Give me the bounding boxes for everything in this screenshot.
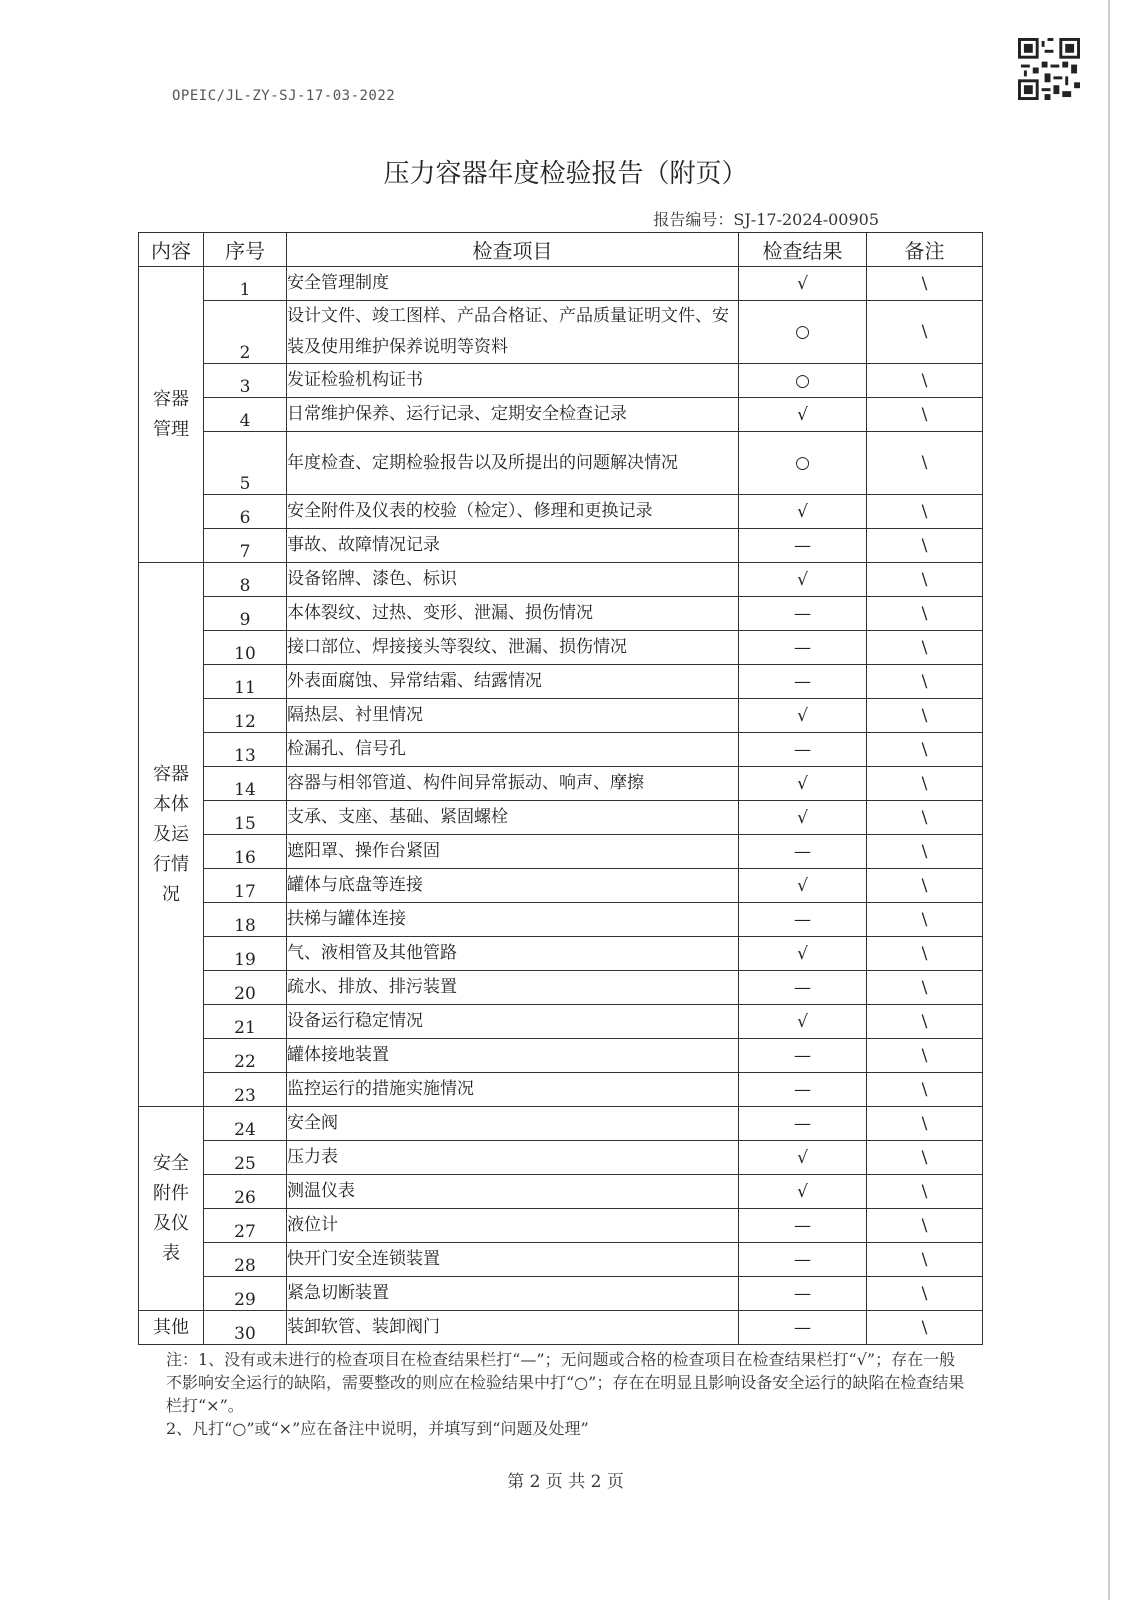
item-cell: 发证检验机构证书 — [287, 364, 739, 398]
remark-cell: \ — [867, 597, 983, 631]
result-cell: — — [739, 1039, 867, 1073]
seq-cell: 10 — [204, 631, 287, 665]
table-row — [139, 971, 983, 1005]
seq-cell: 8 — [204, 563, 287, 597]
remark-cell: \ — [867, 699, 983, 733]
table-row — [139, 1311, 983, 1345]
remark-cell: \ — [867, 301, 983, 364]
item-cell: 遮阳罩、操作台紧固 — [287, 835, 739, 869]
seq-cell: 20 — [204, 971, 287, 1005]
table-row — [139, 767, 983, 801]
note-1: 注：1、没有或未进行的检查项目在检查结果栏打“—”；无问题或合格的检查项目在检查结果栏打“√”；存在一般不影响安全运行的缺陷，需要整改的则应在检验结果中打“○”；存在在明显且影响设备安全运行的缺陷在检查结果栏打“×”。 — [166, 1350, 965, 1415]
result-cell: √ — [739, 869, 867, 903]
item-cell: 设计文件、竣工图样、产品合格证、产品质量证明文件、安装及使用维护保养说明等资料 — [287, 301, 739, 364]
result-cell: — — [739, 971, 867, 1005]
item-cell: 扶梯与罐体连接 — [287, 903, 739, 937]
table-row — [139, 801, 983, 835]
remark-cell: \ — [867, 1039, 983, 1073]
seq-cell: 15 — [204, 801, 287, 835]
result-cell: — — [739, 835, 867, 869]
remark-cell: \ — [867, 1073, 983, 1107]
seq-cell: 23 — [204, 1073, 287, 1107]
seq-cell: 28 — [204, 1243, 287, 1277]
seq-cell: 4 — [204, 398, 287, 432]
remark-cell: \ — [867, 1277, 983, 1311]
table-row — [139, 529, 983, 563]
table-row — [139, 432, 983, 495]
item-cell: 容器与相邻管道、构件间异常振动、响声、摩擦 — [287, 767, 739, 801]
category-label: 其他 — [153, 1316, 189, 1338]
result-cell: √ — [739, 937, 867, 971]
result-cell: ○ — [739, 364, 867, 398]
item-cell: 气、液相管及其他管路 — [287, 937, 739, 971]
notes — [166, 1348, 966, 1440]
table-row — [139, 597, 983, 631]
item-cell: 设备铭牌、漆色、标识 — [287, 563, 739, 597]
result-cell: — — [739, 665, 867, 699]
page-number: 第 2 页 共 2 页 — [507, 1472, 624, 1492]
category-cell — [139, 267, 204, 563]
seq-cell: 3 — [204, 364, 287, 398]
table-row — [139, 563, 983, 597]
category-cell — [139, 1107, 204, 1311]
note-2: 2、凡打“○”或“×”应在备注中说明，并填写到“问题及处理” — [166, 1419, 589, 1438]
table-row — [139, 835, 983, 869]
remark-cell: \ — [867, 1005, 983, 1039]
result-cell: √ — [739, 398, 867, 432]
seq-cell: 19 — [204, 937, 287, 971]
seq-cell: 24 — [204, 1107, 287, 1141]
remark-cell: \ — [867, 631, 983, 665]
remark-cell: \ — [867, 563, 983, 597]
item-cell: 支承、支座、基础、紧固螺栓 — [287, 801, 739, 835]
result-cell: — — [739, 1073, 867, 1107]
result-cell: — — [739, 1209, 867, 1243]
seq-cell: 25 — [204, 1141, 287, 1175]
result-cell: — — [739, 1243, 867, 1277]
remark-cell: \ — [867, 1141, 983, 1175]
seq-cell: 26 — [204, 1175, 287, 1209]
item-cell: 外表面腐蚀、异常结霜、结露情况 — [287, 665, 739, 699]
item-cell: 装卸软管、装卸阀门 — [287, 1311, 739, 1345]
table-row — [139, 1107, 983, 1141]
result-cell: √ — [739, 267, 867, 301]
seq-cell: 6 — [204, 495, 287, 529]
remark-cell: \ — [867, 835, 983, 869]
remark-cell: \ — [867, 1311, 983, 1345]
item-cell: 事故、故障情况记录 — [287, 529, 739, 563]
category-label: 容器本体及运行情况 — [153, 763, 189, 905]
remark-cell: \ — [867, 665, 983, 699]
item-cell: 隔热层、衬里情况 — [287, 699, 739, 733]
seq-cell: 2 — [204, 301, 287, 364]
header-result: 检查结果 — [739, 233, 867, 267]
table-row — [139, 398, 983, 432]
seq-cell: 5 — [204, 432, 287, 495]
seq-cell: 22 — [204, 1039, 287, 1073]
remark-cell: \ — [867, 971, 983, 1005]
table-row — [139, 267, 983, 301]
seq-cell: 14 — [204, 767, 287, 801]
item-cell: 安全阀 — [287, 1107, 739, 1141]
item-cell: 罐体与底盘等连接 — [287, 869, 739, 903]
table-row — [139, 903, 983, 937]
table-header-row — [139, 233, 983, 267]
item-cell: 疏水、排放、排污装置 — [287, 971, 739, 1005]
item-cell: 年度检查、定期检验报告以及所提出的问题解决情况 — [287, 432, 739, 495]
result-cell: — — [739, 733, 867, 767]
item-cell: 本体裂纹、过热、变形、泄漏、损伤情况 — [287, 597, 739, 631]
report-number: 报告编号：SJ-17-2024-00905 — [653, 210, 879, 229]
result-cell: √ — [739, 1005, 867, 1039]
remark-cell: \ — [867, 1175, 983, 1209]
remark-cell: \ — [867, 1209, 983, 1243]
seq-cell: 13 — [204, 733, 287, 767]
scan-edge-line — [1108, 0, 1110, 1600]
table-row — [139, 1005, 983, 1039]
table-row — [139, 1277, 983, 1311]
result-cell: — — [739, 1311, 867, 1345]
item-cell: 液位计 — [287, 1209, 739, 1243]
table-row — [139, 937, 983, 971]
result-cell: √ — [739, 1175, 867, 1209]
seq-cell: 9 — [204, 597, 287, 631]
item-cell: 罐体接地装置 — [287, 1039, 739, 1073]
remark-cell: \ — [867, 398, 983, 432]
result-cell: — — [739, 1107, 867, 1141]
result-cell: ○ — [739, 301, 867, 364]
table-row — [139, 1243, 983, 1277]
result-cell: √ — [739, 801, 867, 835]
category-label: 安全附件及仪表 — [153, 1152, 189, 1264]
inspection-table — [138, 232, 983, 1345]
category-label: 容器管理 — [153, 388, 189, 440]
table-row — [139, 301, 983, 364]
remark-cell: \ — [867, 801, 983, 835]
seq-cell: 18 — [204, 903, 287, 937]
result-cell: — — [739, 597, 867, 631]
remark-cell: \ — [867, 1107, 983, 1141]
result-cell: √ — [739, 563, 867, 597]
remark-cell: \ — [867, 364, 983, 398]
item-cell: 日常维护保养、运行记录、定期安全检查记录 — [287, 398, 739, 432]
seq-cell: 7 — [204, 529, 287, 563]
item-cell: 压力表 — [287, 1141, 739, 1175]
table-row — [139, 1039, 983, 1073]
result-cell: — — [739, 631, 867, 665]
seq-cell: 11 — [204, 665, 287, 699]
header-content: 内容 — [139, 233, 204, 267]
item-cell: 测温仪表 — [287, 1175, 739, 1209]
remark-cell: \ — [867, 733, 983, 767]
remark-cell: \ — [867, 767, 983, 801]
table-row — [139, 869, 983, 903]
result-cell: — — [739, 903, 867, 937]
table-row — [139, 1175, 983, 1209]
remark-cell: \ — [867, 267, 983, 301]
seq-cell: 21 — [204, 1005, 287, 1039]
seq-cell: 1 — [204, 267, 287, 301]
remark-cell: \ — [867, 1243, 983, 1277]
remark-cell: \ — [867, 869, 983, 903]
header-remark: 备注 — [867, 233, 983, 267]
result-cell: ○ — [739, 432, 867, 495]
seq-cell: 12 — [204, 699, 287, 733]
table-row — [139, 364, 983, 398]
item-cell: 安全附件及仪表的校验（检定）、修理和更换记录 — [287, 495, 739, 529]
table-row — [139, 1141, 983, 1175]
item-cell: 监控运行的措施实施情况 — [287, 1073, 739, 1107]
qr-code-icon — [1018, 38, 1080, 100]
item-cell: 快开门安全连锁装置 — [287, 1243, 739, 1277]
item-cell: 设备运行稳定情况 — [287, 1005, 739, 1039]
category-cell — [139, 563, 204, 1107]
remark-cell: \ — [867, 937, 983, 971]
report-title: 压力容器年度检验报告（附页） — [383, 159, 748, 189]
seq-cell: 27 — [204, 1209, 287, 1243]
item-cell: 接口部位、焊接接头等裂纹、泄漏、损伤情况 — [287, 631, 739, 665]
result-cell: √ — [739, 699, 867, 733]
result-cell: √ — [739, 495, 867, 529]
document-code: OPEIC/JL-ZY-SJ-17-03-2022 — [172, 88, 396, 104]
item-cell: 安全管理制度 — [287, 267, 739, 301]
table-row — [139, 1073, 983, 1107]
item-cell: 紧急切断装置 — [287, 1277, 739, 1311]
remark-cell: \ — [867, 903, 983, 937]
seq-cell: 16 — [204, 835, 287, 869]
remark-cell: \ — [867, 495, 983, 529]
result-cell: — — [739, 529, 867, 563]
table-row — [139, 1209, 983, 1243]
remark-cell: \ — [867, 529, 983, 563]
category-cell — [139, 1311, 204, 1345]
seq-cell: 29 — [204, 1277, 287, 1311]
table-row — [139, 699, 983, 733]
header-seq: 序号 — [204, 233, 287, 267]
table-row — [139, 495, 983, 529]
table-row — [139, 665, 983, 699]
result-cell: √ — [739, 1141, 867, 1175]
item-cell: 检漏孔、信号孔 — [287, 733, 739, 767]
table-row — [139, 733, 983, 767]
header-item: 检查项目 — [287, 233, 739, 267]
result-cell: √ — [739, 767, 867, 801]
result-cell: — — [739, 1277, 867, 1311]
remark-cell: \ — [867, 432, 983, 495]
seq-cell: 30 — [204, 1311, 287, 1345]
table-row — [139, 631, 983, 665]
seq-cell: 17 — [204, 869, 287, 903]
